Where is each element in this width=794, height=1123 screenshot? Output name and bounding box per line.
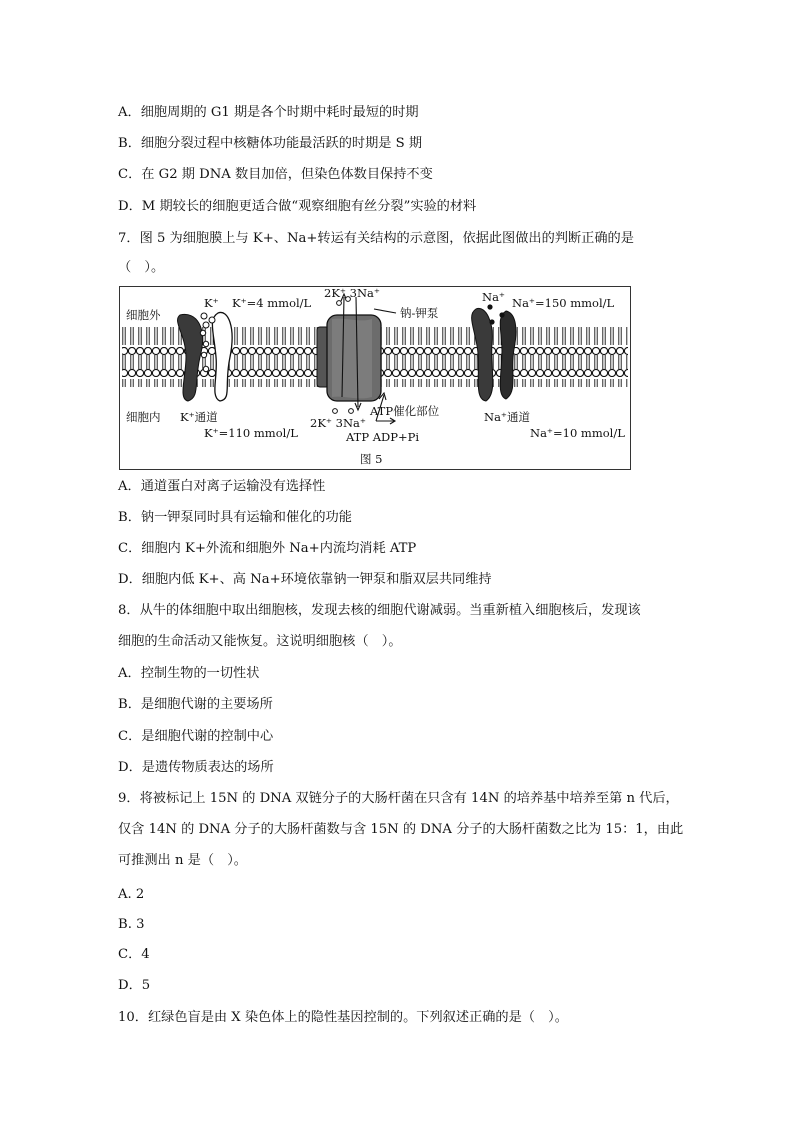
q8-option-d: D．是遗传物质表达的场所 xyxy=(118,760,274,775)
q6-option-d: D．M 期较长的细胞更适合做“观察细胞有丝分裂”实验的材料 xyxy=(118,199,477,214)
q9-option-c: C．4 xyxy=(118,947,150,962)
q6-option-c: C．在 G2 期 DNA 数目加倍，但染色体数目保持不变 xyxy=(118,167,433,182)
q7-stem-cont: （ ）。 xyxy=(118,260,165,275)
q10-stem: 10．红绿色盲是由 X 染色体上的隐性基因控制的。下列叙述正确的是（ ）。 xyxy=(118,1010,568,1025)
outside-cell-label: 细胞外 xyxy=(126,308,161,322)
figure-caption: 图 5 xyxy=(360,452,383,466)
sodium-potassium-pump xyxy=(317,315,381,401)
atp-site-label: ATP催化部位 xyxy=(370,404,440,418)
membrane-figure xyxy=(119,286,631,470)
q8-option-c: C．是细胞代谢的控制中心 xyxy=(118,729,274,744)
pump-label: 钠-钾泵 xyxy=(400,306,439,320)
q8-option-a: A．控制生物的一切性状 xyxy=(118,666,260,681)
atp-reaction: ATP ADP+Pi xyxy=(346,430,420,444)
pump-top-ions: 2K⁺ 3Na⁺ xyxy=(324,287,380,300)
q8-option-b: B．是细胞代谢的主要场所 xyxy=(118,697,273,712)
q7-option-b: B．钠一钾泵同时具有运输和催化的功能 xyxy=(118,510,352,525)
q9-stem-cont-2: 可推测出 n 是（ ）。 xyxy=(118,853,247,868)
k-outside-concentration: K⁺=4 mmol/L xyxy=(232,296,312,310)
q8-stem: 8．从牛的体细胞中取出细胞核，发现去核的细胞代谢减弱。当重新植入细胞核后，发现该 xyxy=(118,603,641,618)
q6-option-a: A．细胞周期的 G1 期是各个时期中耗时最短的时期 xyxy=(118,105,419,120)
q9-option-d: D．5 xyxy=(118,978,151,993)
q7-option-a: A．通道蛋白对离子运输没有选择性 xyxy=(118,479,326,494)
na-ion-label: Na⁺ xyxy=(482,290,505,304)
q9-option-a: A. 2 xyxy=(118,887,145,902)
q7-option-d: D．细胞内低 K+、高 Na+环境依靠钠一钾泵和脂双层共同维持 xyxy=(118,572,492,587)
q9-stem: 9．将被标记上 15N 的 DNA 双链分子的大肠杆菌在只含有 14N 的培养基中培养至第 n 代后， xyxy=(118,791,679,806)
q7-option-c: C．细胞内 K+外流和细胞外 Na+内流均消耗 ATP xyxy=(118,541,417,556)
k-channel-label: K⁺通道 xyxy=(180,410,218,424)
k-ion-label: K⁺ xyxy=(204,296,219,310)
membrane-diagram xyxy=(120,287,630,469)
na-channel-label: Na⁺通道 xyxy=(484,410,530,424)
na-outside-concentration: Na⁺=150 mmol/L xyxy=(512,296,615,310)
na-inside-concentration: Na⁺=10 mmol/L xyxy=(530,426,625,440)
pump-bottom-ions: 2K⁺ 3Na⁺ xyxy=(310,416,366,430)
inside-cell-label: 细胞内 xyxy=(126,410,161,424)
k-inside-concentration: K⁺=110 mmol/L xyxy=(204,426,298,440)
q8-stem-cont: 细胞的生命活动又能恢复。这说明细胞核（ ）。 xyxy=(118,634,402,649)
q9-option-b: B. 3 xyxy=(118,917,145,932)
q9-stem-cont: 仅含 14N 的 DNA 分子的大肠杆菌数与含 15N 的 DNA 分子的大肠杆菌数之比为 15：1，由此 xyxy=(118,822,684,837)
q6-option-b: B．细胞分裂过程中核糖体功能最活跃的时期是 S 期 xyxy=(118,136,423,151)
q7-stem: 7．图 5 为细胞膜上与 K+、Na+转运有关结构的示意图，依据此图做出的判断正确的是 xyxy=(118,231,634,246)
